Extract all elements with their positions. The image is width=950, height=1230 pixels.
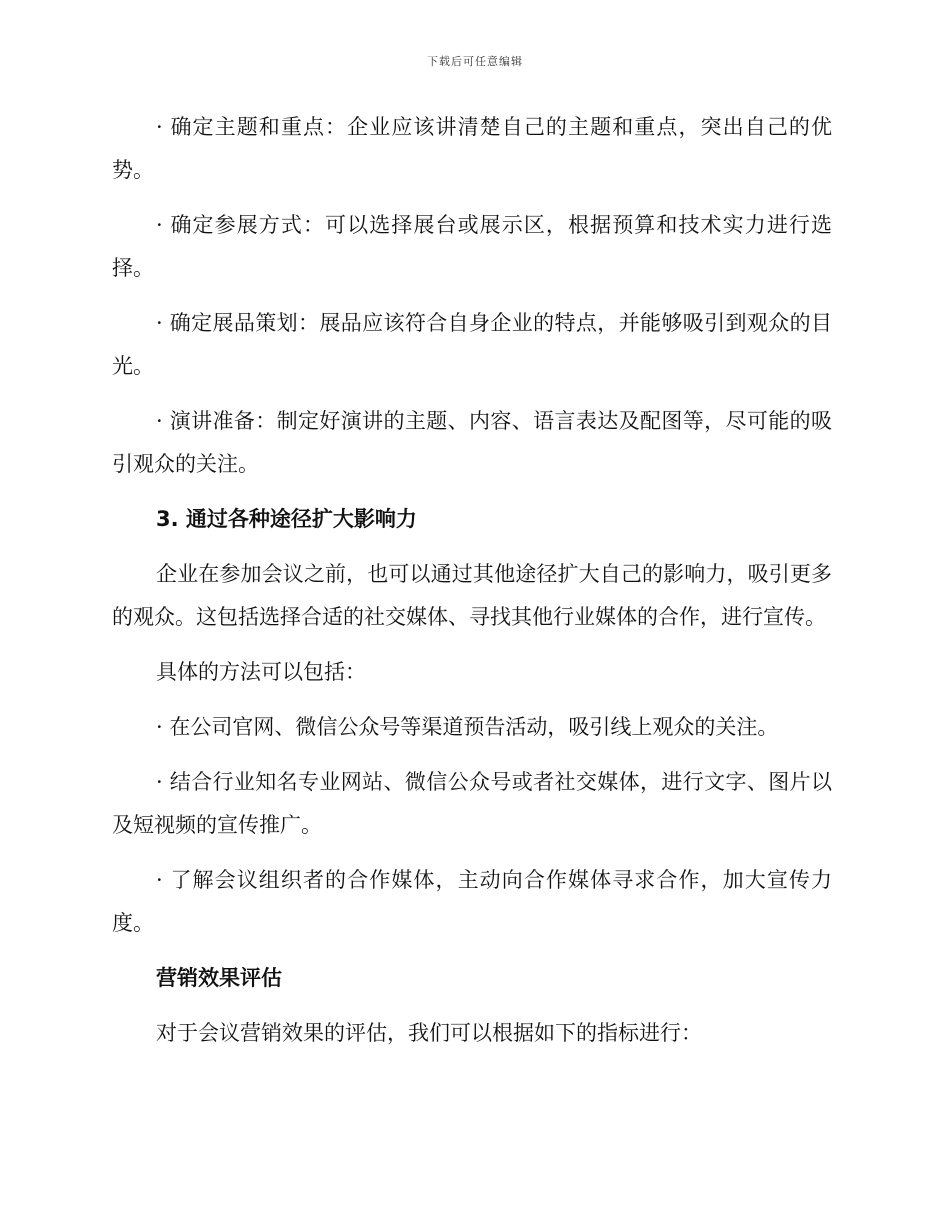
- section-heading-expand-influence: 3. 通过各种途径扩大影响力: [156, 507, 417, 531]
- bullet-official-site: · 在公司官网、微信公众号等渠道预告活动，吸引线上观众的关注。: [156, 715, 779, 739]
- document-body: [112, 106, 832, 1067]
- paragraph-expand-influence: 企业在参加会议之前，也可以通过其他途径扩大自己的影响力，吸引更多的观众。这包括选择合适的社交媒体、寻找其他行业媒体的合作，进行宣传。: [112, 562, 832, 629]
- paragraph-evaluation-intro: 对于会议营销效果的评估，我们可以根据如下的指标进行：: [156, 1021, 702, 1045]
- paragraph-methods-intro: 具体的方法可以包括：: [156, 660, 366, 684]
- bullet-theme-focus: · 确定主题和重点：企业应该讲清楚自己的主题和重点，突出自己的优势。: [112, 115, 832, 182]
- bullet-exhibit-method: · 确定参展方式：可以选择展台或展示区，根据预算和技术实力进行选择。: [112, 213, 832, 280]
- bullet-partner-media: · 了解会议组织者的合作媒体，主动向合作媒体寻求合作，加大宣传力度。: [112, 868, 832, 935]
- bullet-industry-media: · 结合行业知名专业网站、微信公众号或者社交媒体，进行文字、图片以及短视频的宣传推广。: [112, 770, 832, 837]
- bullet-speech-prep: · 演讲准备：制定好演讲的主题、内容、语言表达及配图等，尽可能的吸引观众的关注。: [112, 409, 832, 476]
- section-heading-marketing-evaluation: 营销效果评估: [156, 966, 282, 990]
- bullet-exhibit-planning: · 确定展品策划：展品应该符合自身企业的特点，并能够吸引到观众的目光。: [112, 311, 832, 378]
- page-header: 下载后可任意编辑: [427, 55, 523, 68]
